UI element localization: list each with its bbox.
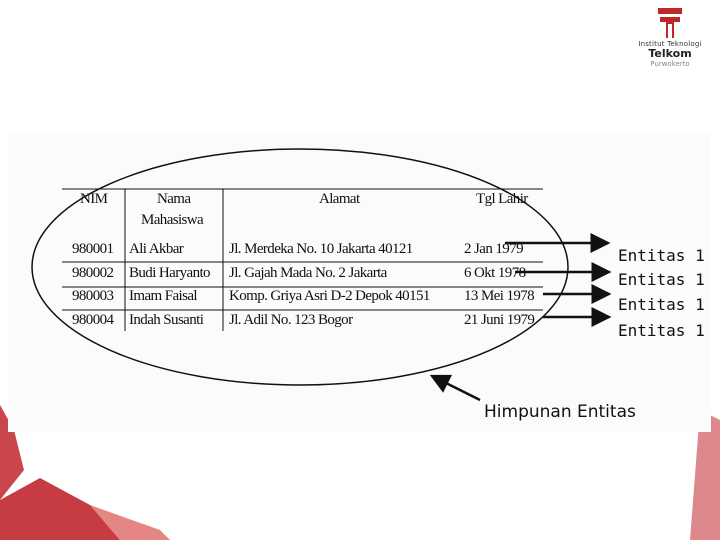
row4-nim: 980004 [72,312,114,328]
logo-telkom-text: Telkom [648,47,692,60]
row1-nama: Ali Akbar [129,241,184,257]
row2-nim: 980002 [72,265,114,281]
row3-nama: Imam Faisal [129,288,197,304]
row3-alamat: Komp. Griya Asri D-2 Depok 40151 [229,288,430,304]
header-tgl-lahir: Tgl Lahir [476,191,528,207]
set-arrow [432,376,480,400]
entity-label-4: Entitas 1 [618,321,705,340]
entity-label-3: Entitas 1 [618,295,705,314]
row2-tgl: 6 Okt 1978 [464,265,526,281]
row2-nama: Budi Haryanto [129,265,210,281]
entity-label-1: Entitas 1 [618,246,705,265]
header-alamat: Alamat [319,191,360,207]
logo-campus-text: Purwokerto [650,60,690,68]
row1-nim: 980001 [72,241,114,257]
header-nim: NIM [80,191,108,207]
entity-label-2: Entitas 1 [618,270,705,289]
row4-alamat: Jl. Adil No. 123 Bogor [229,312,353,328]
row4-nama: Indah Susanti [129,312,204,328]
header-mahasiswa: Mahasiswa [141,212,204,228]
row1-tgl: 2 Jan 1979 [464,241,523,257]
header-nama: Nama [157,191,191,207]
row4-tgl: 21 Juni 1979 [464,312,535,328]
row2-alamat: Jl. Gajah Mada No. 2 Jakarta [229,265,387,281]
row1-alamat: Jl. Merdeka No. 10 Jakarta 40121 [229,241,413,257]
entity-set-label: Himpunan Entitas [484,402,636,422]
row3-tgl: 13 Mei 1978 [464,288,535,304]
row3-nim: 980003 [72,288,114,304]
logo-institute-text: Institut Teknologi [638,40,702,48]
